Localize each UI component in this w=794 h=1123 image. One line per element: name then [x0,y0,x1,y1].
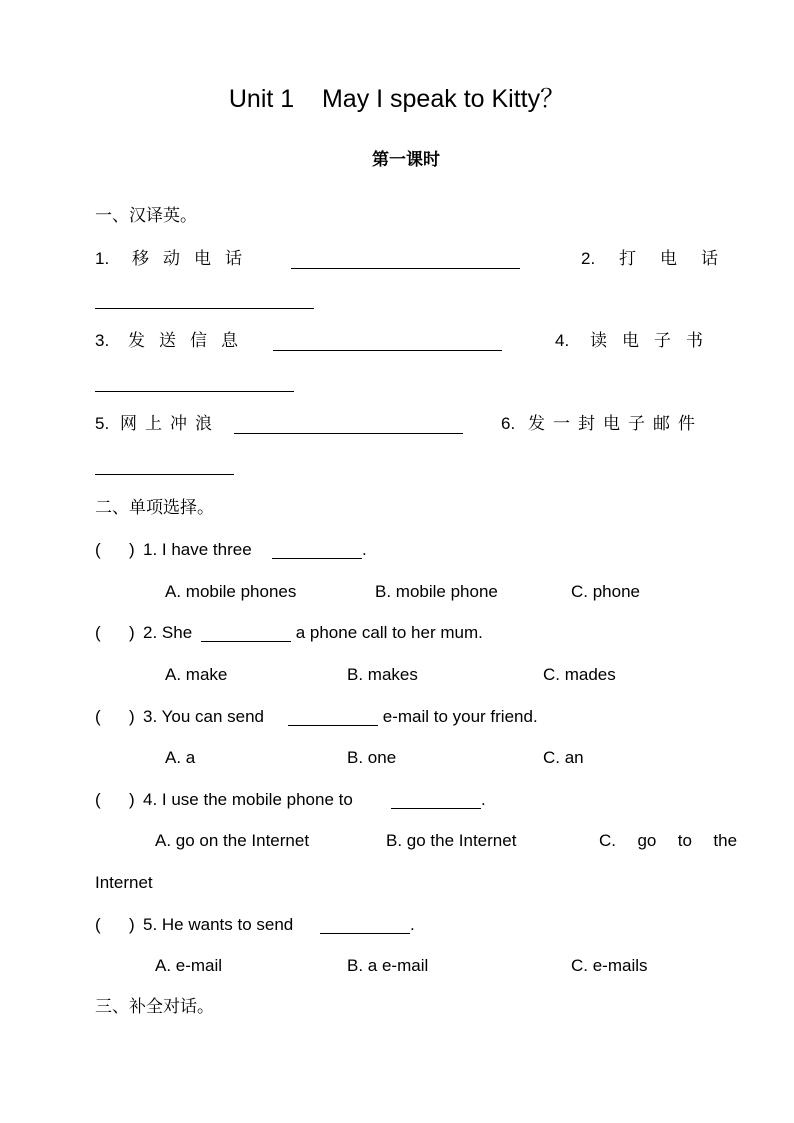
option-c-continued[interactable]: Internet [95,873,153,892]
question-stem-end: . [410,915,415,934]
answer-blank[interactable] [234,433,463,434]
question-stem: 5. He wants to send [143,915,294,934]
question-stem-end: a phone call to her mum. [291,623,483,642]
question-stem-end: e-mail to your friend. [378,707,538,726]
item-prompt: 发一封电子邮件 [528,414,703,433]
answer-paren[interactable]: ( ) [95,540,135,559]
item-prompt: 读电子书 [590,331,718,350]
answer-blank[interactable] [95,391,294,392]
item-number: 1. [95,249,110,268]
question-stem: 2. She [143,623,193,642]
item-number: 6. [501,414,516,433]
option-c[interactable]: C. e-mails [571,956,648,975]
item-number: 4. [555,331,570,350]
section-heading-translate: 一、汉译英。 [95,206,197,225]
option-b[interactable]: B. one [347,748,397,767]
item-prompt: 移动电话 [132,249,256,268]
question-stem-end: . [481,790,486,809]
option-c[interactable]: C. an [543,748,584,767]
section-heading-choice: 二、单项选择。 [95,498,214,517]
answer-paren[interactable]: ( ) [95,790,135,809]
item-number: 5. [95,414,110,433]
question-blank[interactable] [320,933,410,934]
item-number: 3. [95,331,110,350]
question-blank[interactable] [272,558,362,559]
option-a[interactable]: A. a [165,748,196,767]
lesson-subtitle: 第一课时 [372,150,440,169]
question-stem-end: . [362,540,367,559]
section-heading-dialogue: 三、补全对话。 [95,997,214,1016]
answer-blank[interactable] [95,308,314,309]
question-blank[interactable] [201,641,291,642]
option-a[interactable]: A. go on the Internet [155,831,310,850]
option-c[interactable]: C. go to the [599,831,738,850]
option-a[interactable]: A. e-mail [155,956,223,975]
option-b[interactable]: B. makes [347,665,418,684]
answer-blank[interactable] [95,474,234,475]
question-blank[interactable] [391,808,481,809]
option-b[interactable]: B. go the Internet [386,831,517,850]
option-a[interactable]: A. make [165,665,228,684]
item-prompt: 打电话 [619,249,742,268]
option-b[interactable]: B. mobile phone [375,582,498,601]
answer-paren[interactable]: ( ) [95,707,135,726]
answer-blank[interactable] [273,350,502,351]
item-number: 2. [581,249,596,268]
question-stem: 1. I have three [143,540,252,559]
answer-blank[interactable] [291,268,520,269]
question-stem: 3. You can send [143,707,265,726]
question-blank[interactable] [288,725,378,726]
item-prompt: 发送信息 [128,331,252,350]
page-title: Unit 1 May I speak to Kitty？ [228,85,566,113]
question-stem: 4. I use the mobile phone to [143,790,353,809]
item-prompt: 网上冲浪 [120,414,220,433]
answer-paren[interactable]: ( ) [95,915,135,934]
answer-paren[interactable]: ( ) [95,623,135,642]
option-b[interactable]: B. a e-mail [347,956,429,975]
option-c[interactable]: C. mades [543,665,616,684]
option-c[interactable]: C. phone [571,582,640,601]
option-a[interactable]: A. mobile phones [165,582,297,601]
